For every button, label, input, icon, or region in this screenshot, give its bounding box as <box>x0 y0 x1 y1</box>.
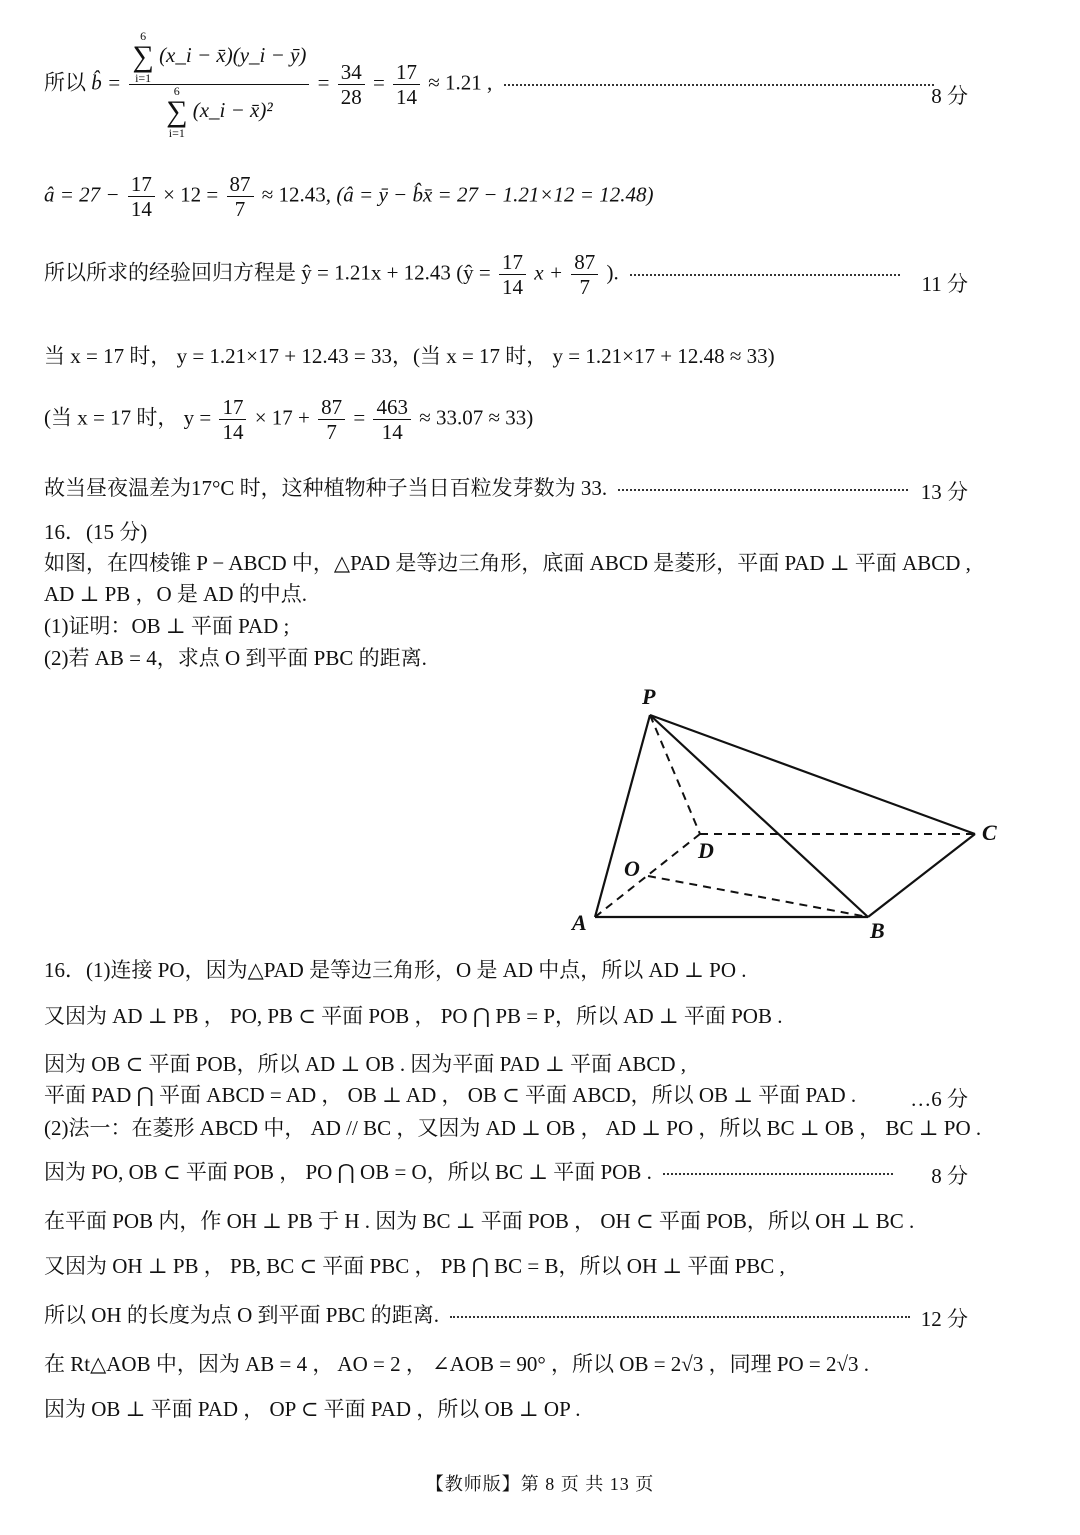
sol-line-1: 16．(1)连接 PO，因为△PAD 是等边三角形，O 是 AD 中点，所以 AD ⊥ PO . <box>44 958 747 982</box>
a-alt: (â = ȳ − b̂x̄ = 27 − 1.21×12 = 12.48) <box>336 182 654 207</box>
q16-part1: (1)证明：OB ⊥ 平面 PAD ; <box>44 614 290 638</box>
leader-dots <box>630 274 900 276</box>
page-footer: 【教师版】第 8 页 共 13 页 <box>425 1474 655 1494</box>
points-12: 12 分 <box>920 1307 968 1331</box>
label-B: B <box>870 918 885 942</box>
a-frac-87-7: $\frac{87}{7}$ <box>227 172 254 221</box>
sum-sign-bottom: 6 ∑ i=1 <box>166 84 188 140</box>
b-main-fraction <box>129 30 309 139</box>
when-x-17-line1: 当 x = 17 时， y = 1.21×17 + 12.43 = 33，(当 x = 17 时， y = 1.21×17 + 12.48 ≈ 33) <box>44 344 775 368</box>
b-prefix: 所以 <box>44 70 86 95</box>
edge-PA <box>595 715 650 917</box>
a-lhs: â = 27 − <box>44 182 120 207</box>
edge-PO-hidden <box>648 715 650 876</box>
sol-line-3: 因为 OB ⊂ 平面 POB，所以 AD ⊥ OB . 因为平面 PAD ⊥ 平面 ABCD , <box>44 1052 687 1076</box>
edge-AD-hidden <box>595 834 700 917</box>
label-A: A <box>572 910 587 935</box>
leader-dots <box>618 489 908 491</box>
sol-line-4: 平面 PAD ⋂ 平面 ABCD = AD ， OB ⊥ AD ， OB ⊂ 平面 ABCD，所以 OB ⊥ 平面 PAD . <box>44 1083 857 1107</box>
label-D: D <box>698 838 714 863</box>
q16-part2: (2)若 AB = 4，求点 O 到平面 PBC 的距离. <box>44 646 427 670</box>
a-tail: ≈ 12.43, <box>261 182 332 207</box>
leader-dots <box>504 84 934 86</box>
when2-pre: (当 x = 17 时， y = <box>44 405 212 430</box>
regression-equation <box>44 250 906 299</box>
q16-text1: 如图，在四棱锥 P − ABCD 中，△PAD 是等边三角形，底面 ABCD 是菱形，平面 PAD ⊥ 平面 ABCD , <box>44 551 971 575</box>
sol-line-10: 在 Rt△AOB 中，因为 AB = 4 ， AO = 2 ， ∠AOB = 90° ，所以 OB = 2√3 ，同理 PO = 2√3 . <box>44 1352 870 1376</box>
conclusion: 故当昼夜温差为17°C 时，这种植物种子当日百粒发芽数为 33. <box>44 476 914 501</box>
edge-PC <box>650 715 975 834</box>
b-den-expr: (x_i − x̄)² <box>192 97 273 122</box>
reg-frac-17-14: $\frac{17}{14}$ <box>499 250 526 299</box>
b-num-expr: (x_i − x̄)(y_i − ȳ) <box>159 42 307 67</box>
reg-mid: x + <box>534 260 564 285</box>
reg-text: 所以所求的经验回归方程是 ŷ = 1.21x + 12.43 <box>44 260 451 285</box>
label-O: O <box>624 856 640 881</box>
reg-paren-r: ). <box>606 260 619 285</box>
b-hat-formula: 所以 b̂ = 6 ∑ i=1 (x_i − x̄)(y_i − ȳ) 6 ∑ i=1 (x_i − x̄)² = $\frac{34}{28}$ = $\frac{17}{14}$ ≈ 1.21 , <box>44 30 940 139</box>
b-lhs: b̂ = <box>91 70 122 95</box>
q16-text2: AD ⊥ PB ，O 是 AD 的中点. <box>44 582 308 606</box>
pyramid-svg <box>560 680 1020 942</box>
sol-line-7: 在平面 POB 内，作 OH ⊥ PB 于 H . 因为 BC ⊥ 平面 POB ， OH ⊂ 平面 POB，所以 OH ⊥ BC . <box>44 1209 915 1233</box>
b-result: ≈ 1.21 , <box>428 70 493 95</box>
points-8b: 8 分 <box>931 1164 968 1188</box>
when-x-17-line2 <box>44 395 533 444</box>
leader-dots <box>450 1316 910 1318</box>
when2-mid: × 17 + <box>254 405 310 430</box>
pyramid-figure <box>560 680 1020 948</box>
points-8: 8 分 <box>931 84 968 108</box>
sol-line-6: 因为 PO, OB ⊂ 平面 POB ， PO ⋂ OB = O，所以 BC ⊥ 平面 POB . <box>44 1160 899 1185</box>
edge-OB-hidden <box>648 876 868 917</box>
edge-PB <box>650 715 868 917</box>
points-13: 13 分 <box>920 480 968 504</box>
sol-line-8: 又因为 OH ⊥ PB ， PB, BC ⊂ 平面 PBC ， PB ⋂ BC = B，所以 OH ⊥ 平面 PBC , <box>44 1254 785 1278</box>
b-frac-34-28: $\frac{34}{28}$ <box>338 60 365 109</box>
label-C: C <box>982 820 997 845</box>
a-frac-17-14: $\frac{17}{14}$ <box>128 172 155 221</box>
leader-dots <box>663 1173 893 1175</box>
when2-frac-87-7: $\frac{87}{7}$ <box>318 395 345 444</box>
b-frac-17-14: $\frac{17}{14}$ <box>393 60 420 109</box>
when2-tail: ≈ 33.07 ≈ 33) <box>419 405 534 430</box>
sol-line-9: 所以 OH 的长度为点 O 到平面 PBC 的距离. <box>44 1303 916 1328</box>
when2-eq: = <box>353 405 366 430</box>
when2-frac-17-14: $\frac{17}{14}$ <box>219 395 246 444</box>
points-11: 11 分 <box>921 272 968 296</box>
sol-line-2: 又因为 AD ⊥ PB ， PO, PB ⊂ 平面 POB ， PO ⋂ PB = P，所以 AD ⊥ 平面 POB . <box>44 1004 783 1028</box>
reg-paren-l: (ŷ = <box>456 260 491 285</box>
a-mid: × 12 = <box>163 182 219 207</box>
sol-line-5: (2)法一：在菱形 ABCD 中， AD // BC ，又因为 AD ⊥ OB ， AD ⊥ PO ，所以 BC ⊥ OB ， BC ⊥ PO . <box>44 1116 982 1140</box>
q16-header: 16．(15 分) <box>44 520 148 544</box>
when2-frac-463-14: $\frac{463}{14}$ <box>373 395 411 444</box>
sol-line-11: 因为 OB ⊥ 平面 PAD ， OP ⊂ 平面 PAD ，所以 OB ⊥ OP . <box>44 1397 581 1421</box>
label-P: P <box>642 684 656 709</box>
edge-BC <box>868 834 975 917</box>
a-hat-formula <box>44 172 653 221</box>
sum-sign-top: 6 ∑ i=1 <box>132 29 154 85</box>
points-6: …6 分 <box>910 1087 968 1111</box>
reg-frac-87-7: $\frac{87}{7}$ <box>571 250 598 299</box>
edge-PD-hidden <box>650 715 700 834</box>
